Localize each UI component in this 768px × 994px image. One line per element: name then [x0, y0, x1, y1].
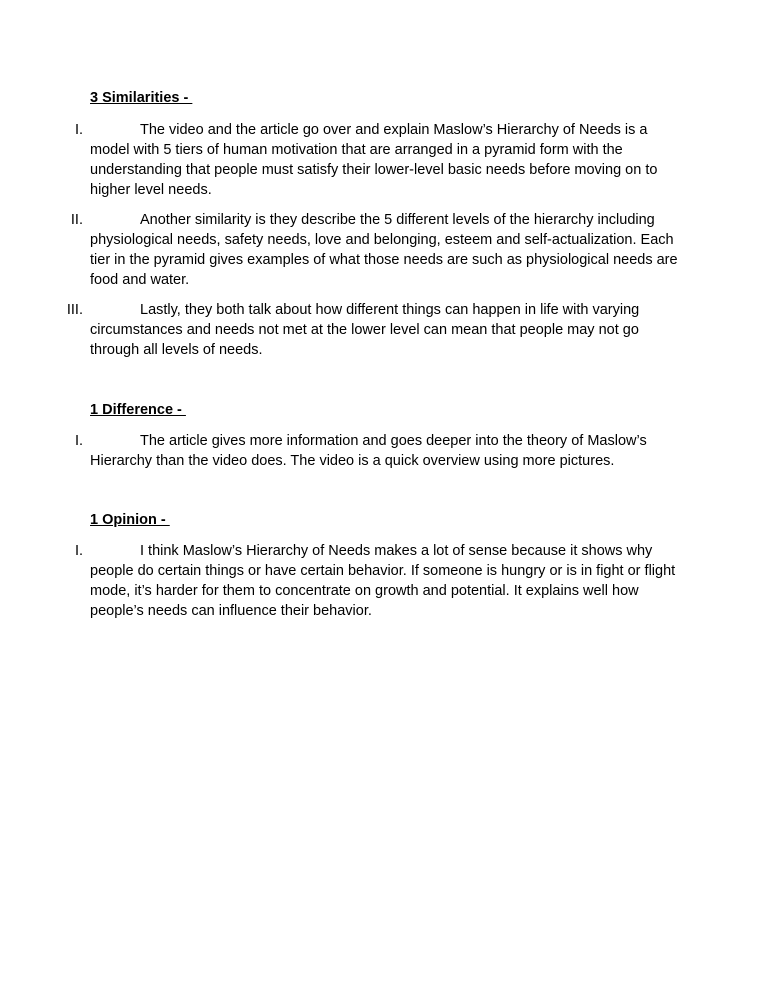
list-item-text: The video and the article go over and explain Maslow’s Hierarchy of Needs is a model with 5 tiers of human motivation that are arranged in a pyramid form with the understanding that people must satisfy their lower-level basic needs before moving on to higher level needs.: [90, 122, 658, 198]
list-item: [74, 431, 680, 471]
list-numeral: III.: [66, 302, 83, 318]
list-numeral: I.: [74, 122, 83, 138]
list-item-text: Another similarity is they describe the 5 different levels of the hierarchy including physiological needs, safety needs, love and belonging, esteem and self-actualization. Each tier in the pyramid gives examples of what those needs are such as physiological needs are food and water.: [90, 212, 678, 288]
list-numeral: I.: [74, 433, 83, 449]
list-item: [70, 210, 680, 290]
list-item-text: I think Maslow’s Hierarchy of Needs makes a lot of sense because it shows why people do certain things or have certain behavior. If someone is hungry or is in fight or flight mode, it’s harder for them to concentrate on growth and potential. It explains well how people’s needs can influence their behavior.: [90, 543, 676, 619]
list-item: [66, 300, 680, 360]
list-numeral: I.: [74, 543, 83, 559]
list-numeral: II.: [70, 212, 83, 228]
list-item-text: Lastly, they both talk about how different things can happen in life with varying circumstances and needs not met at the lower level can mean that people may not go through all levels of needs.: [90, 302, 640, 358]
list-item-text: The article gives more information and goes deeper into the theory of Maslow’s Hierarchy than the video does. The video is a quick overview using more pictures.: [90, 433, 647, 469]
section-heading-opinion: 1 Opinion -: [90, 512, 170, 528]
section-heading-difference: 1 Difference -: [90, 402, 186, 418]
list-item: [74, 120, 680, 200]
section-heading-similarities: 3 Similarities -: [90, 90, 193, 106]
list-item: [74, 541, 680, 621]
